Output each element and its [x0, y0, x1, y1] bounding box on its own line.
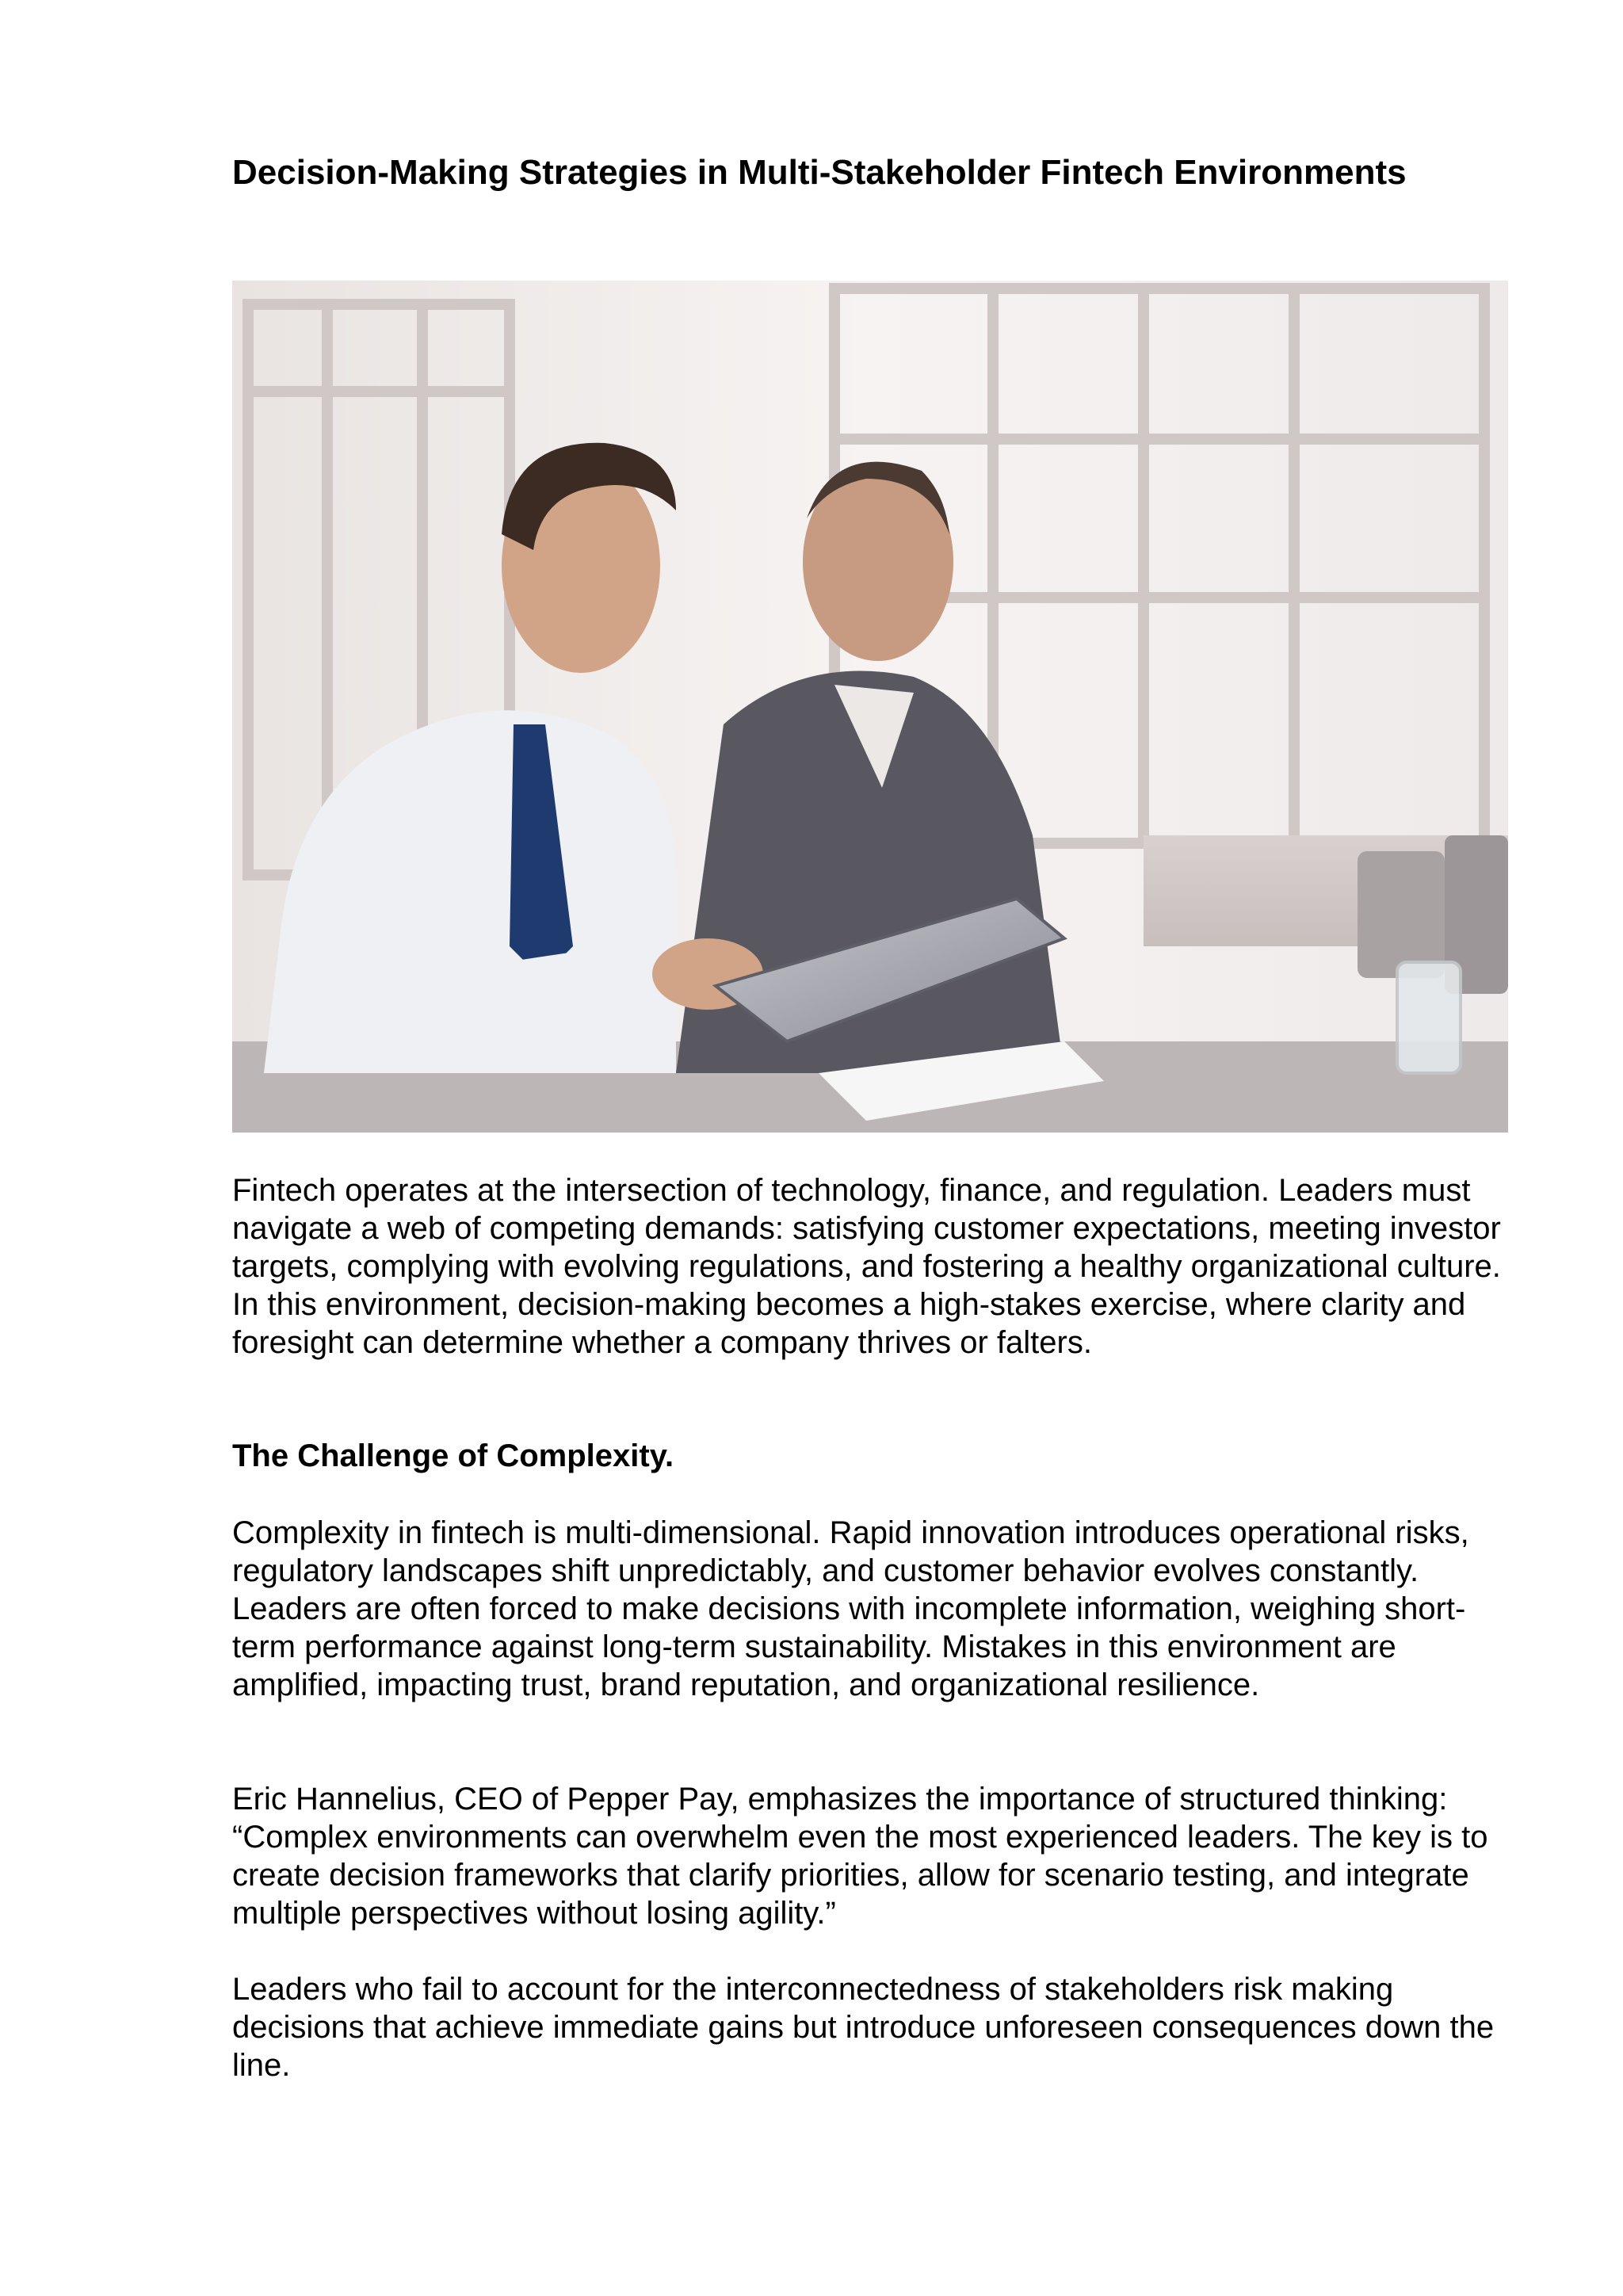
- article-title: Decision-Making Strategies in Multi-Stakeholder Fintech Environments: [232, 153, 1407, 192]
- hero-image: [232, 281, 1508, 1133]
- paragraph-complexity: Complexity in fintech is multi-dimensional. Rapid innovation introduces operational risks, regulatory landscapes shift unpredictably, and customer behavior evolves constantly. Leaders are often forced to make decisions with incomplete information, weighing short-term performance against long-term sustainability. Mistakes in this environment are amplified, impacting trust, brand reputation, and organizational resilience.: [232, 1515, 1469, 1702]
- paragraph-intro: Fintech operates at the intersection of technology, finance, and regulation. Leaders must navigate a web of competing demands: satisfying customer expectations, meeting investor targets, complying with evolving regulations, and fostering a healthy organizational culture. In this environment, decision-making becomes a high-stakes exercise, where clarity and foresight can determine whether a company thrives or falters.: [232, 1173, 1501, 1360]
- paragraph-conclusion: Leaders who fail to account for the interconnectedness of stakeholders risk making decisions that achieve immediate gains but introduce unforeseen consequences down the line.: [232, 1972, 1495, 2083]
- photo-two-businessmen-with-tablet-icon: [232, 281, 1508, 1133]
- section-heading: The Challenge of Complexity.: [232, 1438, 674, 1473]
- paragraph-quote: Eric Hannelius, CEO of Pepper Pay, emphasizes the importance of structured thinking: “Complex environments can overwhelm even the most experienced leaders. The key is to create decision frameworks that clarify priorities, allow for scenario testing, and integrate multiple perspectives without losing agility.”: [232, 1782, 1488, 1931]
